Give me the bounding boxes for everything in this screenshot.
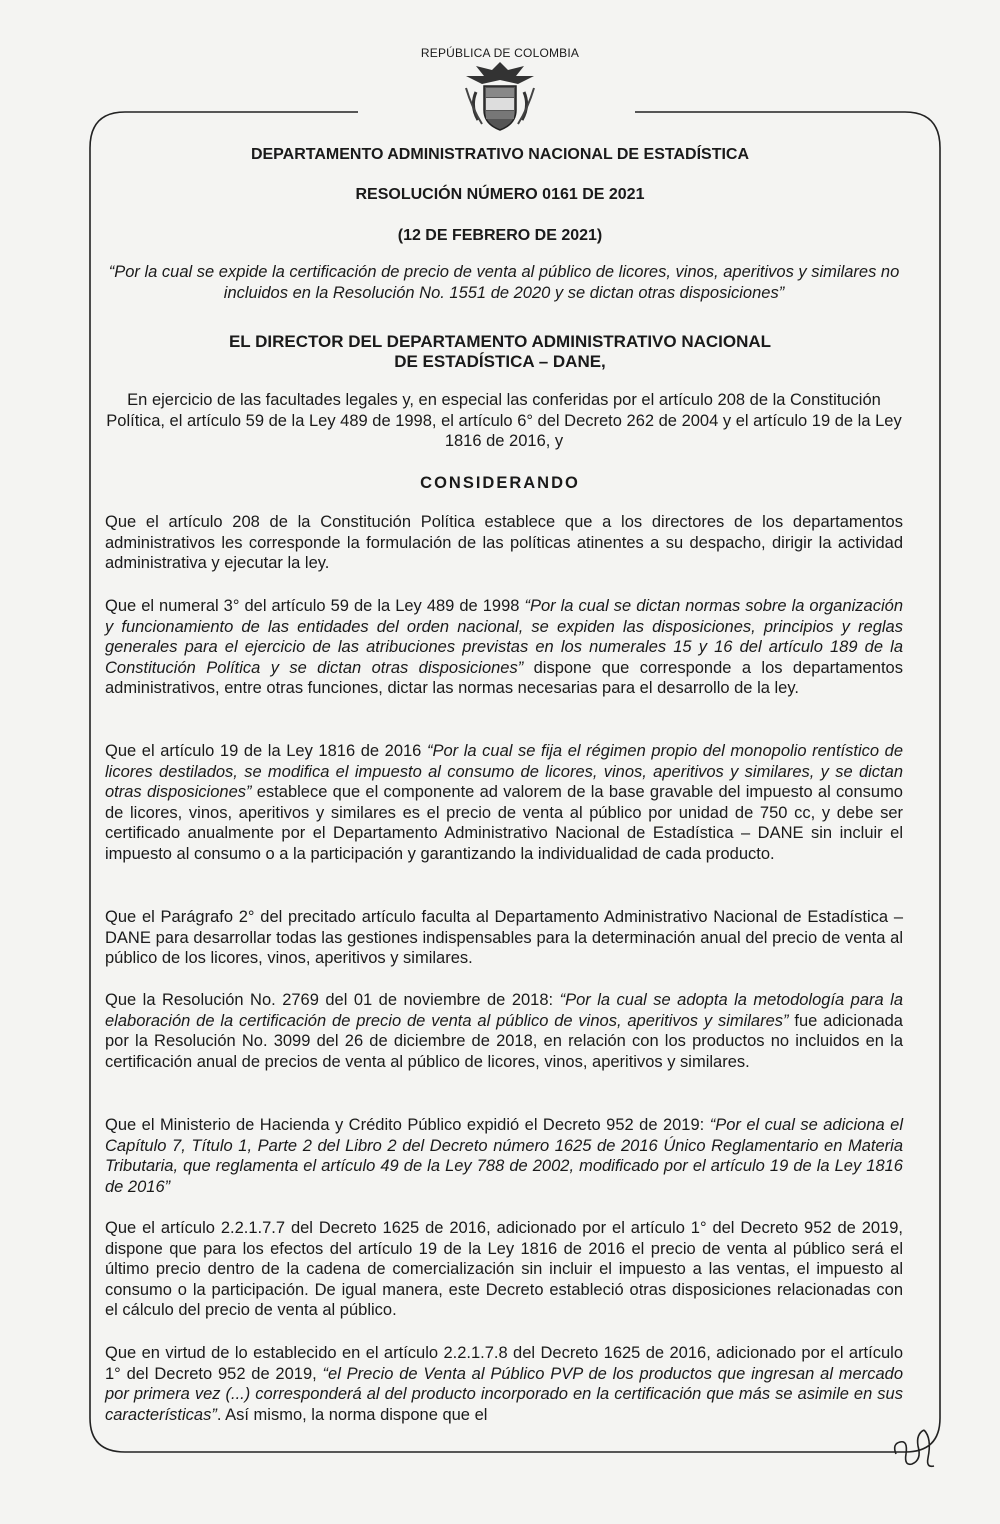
legal-powers-paragraph: En ejercicio de las facultades legales y, en especial las conferidas por el artículo 208 de la Constitución Política, el artículo 59 de la Ley 489 de 1998, el artículo 6° del Decreto 262 de 2004 y el artículo 19 de la Ley 1816 de 2016, y (106, 391, 902, 450)
paragraph-3-quote: “Por la cual se fija el régimen propio del monopolio rentístico de licores destilados, se modifica el impuesto al consumo de licores, vinos, aperitivos y similares, y se dictan otras disposiciones” (105, 742, 903, 801)
considerando-heading: CONSIDERANDO (420, 474, 580, 492)
paragraph-1: Que el artículo 208 de la Constitución Política establece que a los directores de los departamentos administrativos les corresponde la formulación de las políticas atinentes a su despacho, dirigir la actividad administrativa y ejecutar la ley. (105, 513, 903, 572)
resolution-title: “Por la cual se expide la certificación de precio de venta al público de licores, vinos, aperitivos y similares no incluidos en la Resolución No. 1551 de 2020 y se dictan otras disposiciones” (108, 263, 900, 302)
resolution-number: RESOLUCIÓN NÚMERO 0161 DE 2021 (355, 186, 645, 203)
paragraph-5-quote: “Por la cual se adopta la metodología para la elaboración de la certificación de precio de venta al público de vinos, aperitivos y similares” (105, 991, 904, 1030)
director-heading (90, 332, 910, 372)
director-line-2: DE ESTADÍSTICA – DANE, (394, 352, 606, 371)
paragraph-6-quote: “Por el cual se adiciona el Capítulo 7, Título 1, Parte 2 del Libro 2 del Decreto número 1625 de 2016 Único Reglamentario en Materia Tributaria, que reglamenta el artículo 49 de la Ley 788 de 2002, modificado por el artículo 19 de la Ley 1816 de 2016” (105, 1116, 903, 1196)
paragraph-5-intro: Que la Resolución No. 2769 del 01 de noviembre de 2018: (105, 991, 560, 1009)
paragraph-5-rest: fue adicionada por la Resolución No. 3099 del 26 de diciembre de 2018, en relación con los productos no incluidos en la certificación anual de precios de venta al público de licores, vinos, aperitivos y similares. (105, 1011, 903, 1071)
country-name: REPÚBLICA DE COLOMBIA (420, 46, 580, 60)
paragraph-2-rest: dispone que corresponde a los departamentos administrativos, entre otras funciones, dictar las normas necesarias para el desarrollo de la ley. (105, 658, 903, 697)
initials-signature (888, 1424, 940, 1474)
paragraph-2-intro: Que el numeral 3° del artículo 59 de la Ley 489 de 1998 (105, 597, 525, 615)
paragraph-2-quote: “Por la cual se dictan normas sobre la organización y funcionamiento de las entidades del orden nacional, se expiden las disposiciones, principios y reglas generales para el ejercicio de las atribuciones previstas en los numerales 15 y 16 del artículo 189 de la Constitución Política y se dictan otras disposiciones” (105, 597, 903, 677)
paragraph-3 (105, 741, 903, 864)
paragraph-8-quote: “el Precio de Venta al Público PVP de los productos que ingresan al mercado por primera vez (...) corresponderá al del producto incorporado en la certificación que más se asimile en sus características” (105, 1364, 903, 1424)
paragraph-5 (105, 990, 903, 1072)
paragraph-3-rest: establece que el componente ad valorem de la base gravable del impuesto al consumo de licores, vinos, aperitivos y similares es el precio de venta al público por unidad de 750 cc, y debe ser certificado anualmente por el Departamento Administrativo Nacional de Estadística – DANE sin incluir el impuesto al consumo o a la participación y garantizando la individualidad de cada producto. (105, 783, 903, 863)
paragraph-6 (105, 1115, 903, 1197)
paragraph-7: Que el artículo 2.2.1.7.7 del Decreto 1625 de 2016, adicionado por el artículo 1° del Decreto 952 de 2019, dispone que para los efectos del artículo 19 de la Ley 1816 de 2016 el precio de venta al público será el último precio dentro de la cadena de comercialización sin incluir el impuesto a las ventas, el impuesto al consumo o la participación. De igual manera, este Decreto estableció otras disposiciones relacionadas con el cálculo del precio de venta al público. (105, 1219, 903, 1319)
paragraph-8-intro: Que en virtud de lo establecido en el artículo 2.2.1.7.8 del Decreto 1625 de 2016, adicionado por el artículo 1° del Decreto 952 de 2019, (105, 1344, 903, 1383)
paragraph-6-intro: Que el Ministerio de Hacienda y Crédito Público expidió el Decreto 952 de 2019: (105, 1116, 710, 1134)
paragraph-8 (105, 1343, 903, 1425)
paragraph-2 (105, 596, 903, 699)
paragraph-8-rest: . Así mismo, la norma dispone que el (216, 1405, 488, 1424)
paragraph-4: Que el Parágrafo 2° del precitado artículo faculta al Departamento Administrativo Nacional de Estadística – DANE para desarrollar todas las gestiones indispensables para la determinación anual del precio de venta al público de los licores, vinos, aperitivos y similares. (105, 908, 903, 967)
director-line-1: EL DIRECTOR DEL DEPARTAMENTO ADMINISTRATIVO NACIONAL (228, 332, 772, 351)
paragraph-3-intro: Que el artículo 19 de la Ley 1816 de 2016 (105, 742, 427, 760)
resolution-date: (12 DE FEBRERO DE 2021) (397, 227, 603, 244)
coat-of-arms-seal (456, 58, 544, 134)
entity-name: DEPARTAMENTO ADMINISTRATIVO NACIONAL DE ESTADÍSTICA (250, 146, 750, 163)
